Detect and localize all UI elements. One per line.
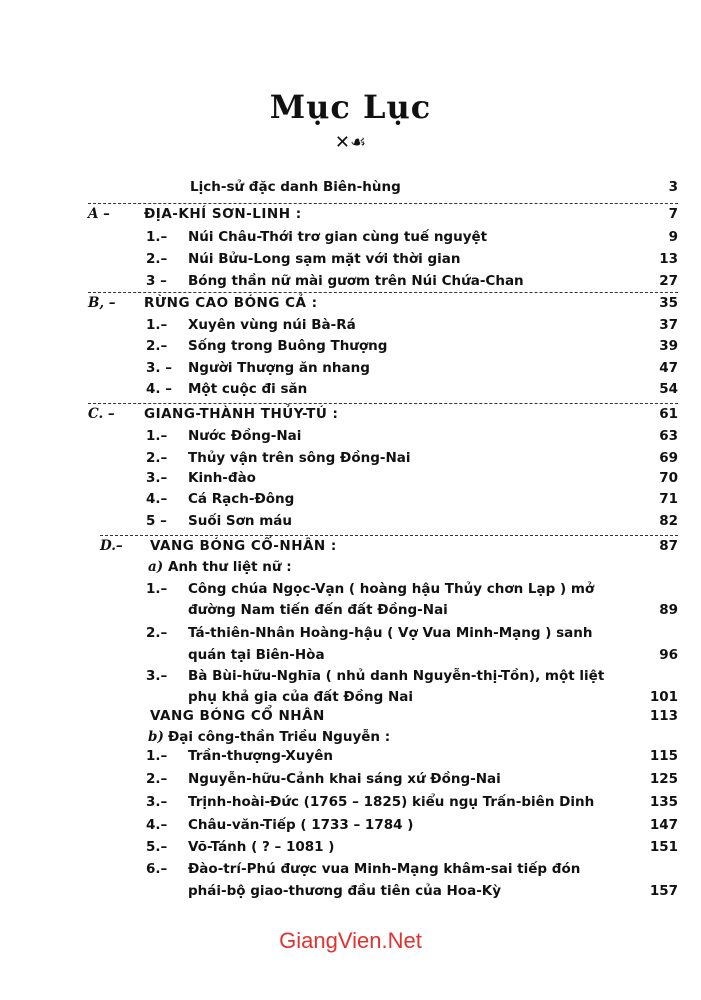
- toc-entry-number: 1.–: [146, 581, 168, 597]
- toc-entry-page: 3: [668, 179, 678, 195]
- toc-entry-title: Võ-Tánh ( ? – 1081 ): [188, 839, 335, 855]
- toc-entry-page: 151: [649, 839, 678, 855]
- toc-entry-number: 1.–: [146, 317, 168, 333]
- toc-entry-number: C. –: [88, 406, 115, 422]
- toc-entry-page: 71: [659, 491, 678, 507]
- toc-entry-page: 87: [659, 538, 678, 554]
- toc-entry: [0, 357, 701, 379]
- toc-entry-page: 63: [659, 428, 678, 444]
- toc-entry-page: 113: [649, 708, 678, 724]
- toc-entry-title: phái-bộ giao-thương đầu tiên của Hoa-Kỳ: [188, 883, 502, 899]
- toc-entry-title: phụ khả gia của đất Đồng Nai: [188, 689, 414, 705]
- toc-entry: [0, 176, 701, 198]
- toc-entry-number: a): [148, 559, 164, 575]
- toc-entry-title: Châu-văn-Tiếp ( 1733 – 1784 ): [188, 817, 414, 833]
- watermark: GiangVien.Net: [279, 928, 422, 953]
- toc-entry: [0, 535, 701, 557]
- toc-entry-page: 61: [659, 406, 678, 422]
- toc-entry: [0, 644, 701, 666]
- toc-entry: [0, 705, 701, 727]
- toc-entry-page: 69: [659, 450, 678, 466]
- toc-entry-title: Đào-trí-Phú được vua Minh-Mạng khâm-sai tiếp đón: [188, 861, 581, 877]
- toc-entry: [0, 836, 701, 858]
- toc-entry-number: 4. –: [146, 381, 172, 397]
- toc-entry-page: 47: [659, 360, 678, 376]
- toc-entry: [0, 768, 701, 790]
- toc-entry-page: 9: [668, 229, 678, 245]
- toc-entry-title: ĐỊA-KHÍ SƠN-LINH :: [144, 206, 302, 222]
- toc-entry: [0, 665, 701, 687]
- toc-entry: [0, 745, 701, 767]
- toc-entry-number: 3.–: [146, 794, 168, 810]
- toc-entry-number: b): [148, 729, 164, 745]
- toc-entry-title: Kinh-đào: [188, 470, 256, 486]
- toc-entry: [0, 447, 701, 469]
- toc-entry-number: 1.–: [146, 748, 168, 764]
- toc-entry-number: 2.–: [146, 338, 168, 354]
- toc-entry-number: A –: [88, 206, 110, 222]
- toc-entry-page: 115: [649, 748, 678, 764]
- toc-entry: [0, 226, 701, 248]
- toc-entry: [0, 622, 701, 644]
- toc-entry-number: 2.–: [146, 251, 168, 267]
- toc-entry-title: Anh thư liệt nữ :: [168, 559, 292, 575]
- toc-entry-page: 37: [659, 317, 678, 333]
- toc-entry: [0, 378, 701, 400]
- toc-entry-title: Tá-thiên-Nhân Hoàng-hậu ( Vợ Vua Minh-Mạng ) sanh: [188, 625, 593, 641]
- toc-entry-title: Đại công-thần Triều Nguyễn :: [168, 729, 391, 745]
- toc-entry-title: quán tại Biên-Hòa: [188, 647, 325, 663]
- toc-entry-number: D.–: [100, 538, 123, 554]
- toc-entry: [0, 858, 701, 880]
- toc-entry: [0, 599, 701, 621]
- toc-entry: [0, 578, 701, 600]
- toc-entry-page: 135: [649, 794, 678, 810]
- toc-entry-number: 2.–: [146, 450, 168, 466]
- toc-entry: [0, 425, 701, 447]
- toc-entry-page: 96: [659, 647, 678, 663]
- toc-entry-title: Lịch-sử đặc danh Biên-hùng: [190, 179, 401, 195]
- toc-entry: [0, 335, 701, 357]
- toc-entry-number: 1.–: [146, 229, 168, 245]
- toc-entry-title: Núi Bửu-Long sạm mặt với thời gian: [188, 251, 461, 267]
- toc-entry-title: Nước Đồng-Nai: [188, 428, 302, 444]
- toc-entry-title: Người Thượng ăn nhang: [188, 360, 370, 376]
- toc-entry-title: Công chúa Ngọc-Vạn ( hoàng hậu Thủy chơn Lạp ) mở: [188, 581, 595, 597]
- toc-entry: [0, 292, 701, 314]
- toc-entry-title: đường Nam tiến đến đất Đồng-Nai: [188, 602, 448, 618]
- toc-entry: [0, 488, 701, 510]
- toc-entry-title: VANG BÓNG CỔ-NHÂN :: [150, 538, 337, 554]
- toc-entry-page: 54: [659, 381, 678, 397]
- toc-entry: [0, 314, 701, 336]
- toc-entry: [0, 880, 701, 902]
- toc-entry-page: 157: [649, 883, 678, 899]
- toc-entry: [0, 556, 701, 578]
- toc-entry: [0, 270, 701, 292]
- toc-entry-title: Xuyên vùng núi Bà-Rá: [188, 317, 356, 333]
- toc-entry-title: Thủy vận trên sông Đồng-Nai: [188, 450, 411, 466]
- toc-entry-title: Trần-thượng-Xuyên: [188, 748, 334, 764]
- toc-entry-title: RỪNG CAO BÓNG CẢ :: [144, 295, 318, 311]
- toc-entry-number: 1.–: [146, 428, 168, 444]
- toc-entry-number: 6.–: [146, 861, 168, 877]
- toc-entry-page: 125: [649, 771, 678, 787]
- toc-entry-number: 2.–: [146, 625, 168, 641]
- toc-entry: [0, 248, 701, 270]
- toc-entry-page: 147: [649, 817, 678, 833]
- toc-entry-title: VANG BÓNG CỔ NHÂN: [150, 708, 325, 724]
- toc-entry-page: 7: [668, 206, 678, 222]
- toc-entry-number: 5 –: [146, 513, 167, 529]
- toc-entry: [0, 510, 701, 532]
- toc-entry-title: Trịnh-hoài-Đức (1765 – 1825) kiểu ngụ Trấn-biên Dinh: [188, 794, 595, 810]
- toc-entry-title: GIANG-THÀNH THỦY-TÚ :: [144, 406, 339, 422]
- toc-entry-page: 27: [659, 273, 678, 289]
- toc-entry-number: 4.–: [146, 817, 168, 833]
- toc-entry: [0, 403, 701, 425]
- page-title: Mục Lục: [269, 88, 432, 126]
- toc-entry-page: 70: [659, 470, 678, 486]
- toc-entry-number: 4.–: [146, 491, 168, 507]
- toc-entry-number: 3.–: [146, 668, 168, 684]
- toc-entry-title: Bà Bùi-hữu-Nghĩa ( nhủ danh Nguyễn-thị-Tồn), một liệt: [188, 668, 605, 684]
- toc-entry-number: 3.–: [146, 470, 168, 486]
- toc-entry-title: Cá Rạch-Đông: [188, 491, 295, 507]
- toc-entry-page: 101: [649, 689, 678, 705]
- toc-entry-page: 13: [659, 251, 678, 267]
- ornament-icon: ✕☙: [334, 132, 367, 153]
- toc-entry-number: 3. –: [146, 360, 172, 376]
- toc-entry-title: Một cuộc đi săn: [188, 381, 308, 397]
- toc-entry: [0, 467, 701, 489]
- toc-entry-page: 35: [659, 295, 678, 311]
- toc-entry-title: Nguyễn-hữu-Cảnh khai sáng xứ Đồng-Nai: [188, 771, 501, 787]
- toc-entry-page: 89: [659, 602, 678, 618]
- toc-entry: [0, 814, 701, 836]
- toc-entry-title: Sống trong Buông Thượng: [188, 338, 388, 354]
- toc-entry-title: Bóng thần nữ mài gươm trên Núi Chứa-Chan: [188, 273, 524, 289]
- toc-entry: [0, 203, 701, 225]
- toc-entry-number: 2.–: [146, 771, 168, 787]
- toc-entry-number: 3 –: [146, 273, 167, 289]
- toc-entry-title: Núi Châu-Thới trơ gian cùng tuế nguyệt: [188, 229, 488, 245]
- toc-entry-number: B, –: [88, 295, 116, 311]
- toc-entry: [0, 791, 701, 813]
- toc-entry-page: 82: [659, 513, 678, 529]
- toc-entry-number: 5.–: [146, 839, 168, 855]
- toc-entry-title: Suối Sơn máu: [188, 513, 293, 529]
- toc-entry-page: 39: [659, 338, 678, 354]
